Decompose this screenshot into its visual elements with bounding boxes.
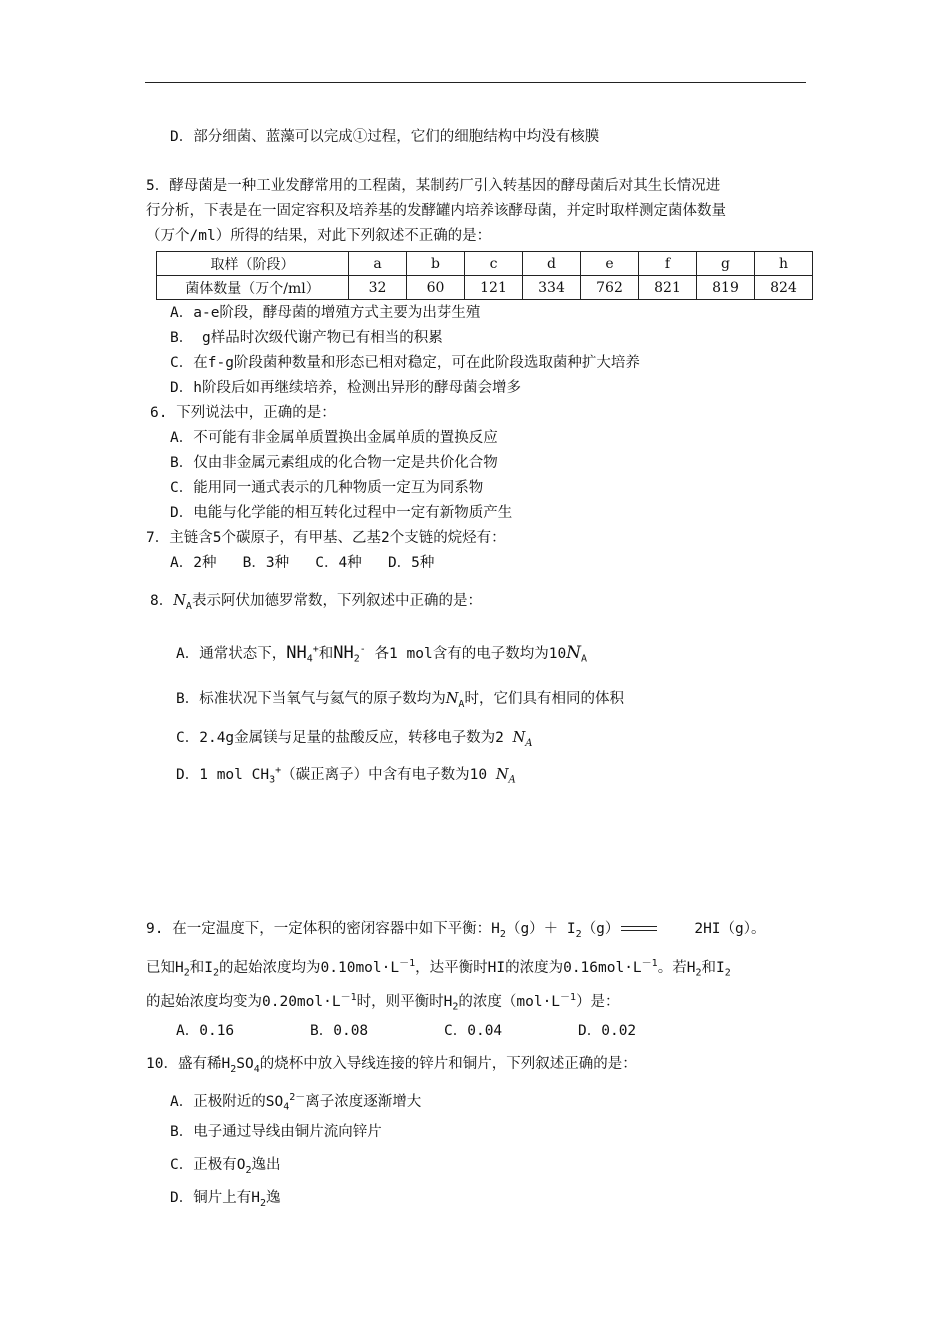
q8-a-prefix: A．通常状态下， [176, 645, 287, 662]
table-cell: 762 [581, 276, 639, 300]
table-cell: e [581, 252, 639, 276]
q6-option-d: D．电能与化学能的相互转化过程中一定有新物质产生 [170, 505, 513, 521]
q10-d-prefix: D．铜片上有H [170, 1190, 260, 1206]
q10-a-prefix: A．正极附近的SO [170, 1093, 284, 1110]
sub-2: 2 [213, 967, 220, 979]
q9-l1-tail: 2HI（g）。 [694, 921, 766, 937]
q8-stem-text: 表示阿伏加德罗常数，下列叙述中正确的是： [191, 593, 482, 609]
q5-option-b: B． g样品时次级代谢产物已有相当的积累 [170, 330, 443, 346]
sub-2: 2 [183, 967, 190, 979]
ch3-sup: + [275, 765, 282, 776]
q9-l1-prefix: 9. 在一定温度下，一定体积的密闭容器中如下平衡：H [146, 921, 500, 937]
sub-2: 2 [230, 1063, 237, 1075]
q9-l2-f: 和I [701, 959, 725, 976]
q5-stem-line3: （万个/ml）所得的结果，对此下列叙述不正确的是： [146, 228, 492, 244]
table-cell: b [407, 252, 465, 276]
na-italic-sub: A [525, 737, 533, 749]
q10-stem-a: 10．盛有稀H [146, 1056, 231, 1072]
q4-option-d: D．部分细菌、蓝藻可以完成①过程，它们的细胞结构中均没有核膜 [170, 129, 600, 145]
h2-sub: 2 [259, 1197, 266, 1209]
q10-c-prefix: C．正极有O [170, 1157, 246, 1173]
ch3-sub: 3 [269, 774, 276, 786]
q9-l2-b: 和I [189, 959, 213, 976]
q9-line2 [146, 954, 731, 984]
q10-option-c [170, 1155, 281, 1181]
sub-2: 2 [724, 967, 731, 979]
sup-neg1: －1 [340, 992, 357, 1003]
q9-option-d: D．0.02 [578, 1023, 637, 1039]
q10-option-a [170, 1088, 421, 1118]
q10-option-b: B．电子通过导线由铜片流向锌片 [170, 1124, 382, 1140]
so4-sub: 4 [283, 1101, 290, 1113]
sub-4: 4 [253, 1063, 260, 1075]
sub-2: 2 [695, 967, 702, 979]
q9-option-a: A．0.16 [176, 1023, 235, 1039]
q6-option-a: A．不可能有非金属单质置换出金属单质的置换反应 [170, 430, 498, 446]
nh4-formula: NH [286, 642, 307, 663]
na-symbol: N [173, 593, 186, 609]
q8-option-c [176, 728, 533, 754]
q10-a-tail: 离子浓度逐渐增大 [305, 1093, 422, 1110]
na-italic: N [512, 730, 526, 746]
na-italic-sub: A [508, 774, 516, 786]
q8-and: 和 [318, 645, 334, 662]
q10-option-d [170, 1188, 281, 1214]
q9-line1 [146, 919, 766, 945]
q8-number: 8． [150, 593, 174, 609]
q8-option-d [176, 761, 516, 791]
q8-option-b [176, 689, 624, 715]
sub-2: 2 [575, 928, 582, 940]
table-cell: 821 [639, 276, 697, 300]
q10-stem [146, 1054, 637, 1080]
sup-neg1: －1 [399, 958, 416, 969]
yeast-count-table [156, 251, 813, 300]
table-cell: 121 [465, 276, 523, 300]
na-subscript: A [581, 653, 588, 665]
q8-d-tail: （碳正离子）中含有电子数为10 [281, 766, 496, 783]
q9-l2-a: 已知H [146, 959, 184, 976]
nh4-sub: 4 [306, 653, 313, 665]
table-cell: 菌体数量（万个/ml） [157, 276, 349, 300]
q6-option-c: C．能用同一通式表示的几种物质一定互为同系物 [170, 480, 484, 496]
table-cell: 32 [349, 276, 407, 300]
table-header-row [157, 252, 813, 276]
q9-l3-a: 的起始浓度均变为0.20mol·L [146, 993, 341, 1010]
sub-2: 2 [452, 1001, 459, 1013]
nh2-sup: - [359, 644, 366, 655]
q8-a-tail: 各1 mol含有的电子数均为10 [374, 645, 567, 662]
q9-option-b: B．0.08 [310, 1023, 369, 1039]
sub-2: 2 [499, 928, 506, 940]
na-subscript: A [458, 698, 465, 710]
equilibrium-arrow-icon [619, 924, 659, 934]
table-cell: c [465, 252, 523, 276]
q9-l3-d: ）是： [576, 993, 620, 1010]
q9-l2-c: 的起始浓度均为0.10mol·L [219, 959, 400, 976]
table-cell: 60 [407, 276, 465, 300]
header-rule [145, 82, 806, 83]
q9-option-c: C．0.04 [444, 1023, 503, 1039]
nh4-sup: + [312, 644, 319, 655]
nh2-formula: NH [333, 642, 354, 663]
q7-options: A．2种 B．3种 C．4种 D．5种 [170, 555, 435, 571]
q8-b-prefix: B．标准状况下当氧气与氦气的原子数均为 [176, 691, 446, 707]
q5-option-a: A．a-e阶段，酵母菌的增殖方式主要为出芽生殖 [170, 305, 481, 321]
q6-option-b: B．仅由非金属元素组成的化合物一定是共价化合物 [170, 455, 498, 471]
table-cell: h [755, 252, 813, 276]
q10-stem-b: SO [236, 1056, 254, 1072]
so4-sup: 2－ [289, 1092, 306, 1103]
q9-l1-mid2: （g） [581, 921, 620, 937]
q8-c-text: C．2.4g金属镁与足量的盐酸反应，转移电子数为2 [176, 730, 513, 746]
table-cell: f [639, 252, 697, 276]
table-cell: 819 [697, 276, 755, 300]
q9-line3 [146, 988, 620, 1018]
q5-stem-line1: 5．酵母菌是一种工业发酵常用的工程菌，某制药厂引入转基因的酵母菌后对其生长情况进 [146, 178, 721, 194]
na-symbol: N [445, 691, 459, 707]
nh2-sub: 2 [353, 653, 360, 665]
table-cell: a [349, 252, 407, 276]
q6-stem: 6. 下列说法中，正确的是： [150, 405, 336, 421]
na-symbol: N [566, 642, 582, 663]
table-cell: g [697, 252, 755, 276]
q9-l1-mid1: （g）＋ I [505, 921, 576, 937]
table-cell: 334 [523, 276, 581, 300]
q7-stem: 7．主链含5个碳原子，有甲基、乙基2个支链的烷烃有： [146, 530, 506, 546]
q8-d-prefix: D．1 mol CH [176, 766, 270, 783]
table-row [157, 276, 813, 300]
q9-l2-e: 。若H [657, 959, 696, 976]
table-cell: 取样（阶段） [157, 252, 349, 276]
sup-neg1: －1 [641, 958, 658, 969]
o2-sub: 2 [245, 1164, 252, 1176]
sup-neg1: －1 [560, 992, 577, 1003]
q8-stem [150, 591, 482, 617]
table-cell: 824 [755, 276, 813, 300]
q9-l3-b: 时，则平衡时H [356, 993, 453, 1010]
q9-l2-d: ，达平衡时HI的浓度为0.16mol·L [415, 959, 642, 976]
na-subscript: A [185, 600, 192, 612]
na-italic: N [495, 766, 509, 783]
q5-stem-line2: 行分析，下表是在一固定容积及培养基的发酵罐内培养该酵母菌，并定时取样测定菌体数量 [146, 203, 726, 219]
q8-option-a [176, 640, 587, 670]
table-cell: d [523, 252, 581, 276]
q5-option-c: C．在f-g阶段菌种数量和形态已相对稳定，可在此阶段选取菌种扩大培养 [170, 355, 640, 371]
q8-b-tail: 时，它们具有相同的体积 [464, 691, 624, 707]
q9-l3-c: 的浓度（mol·L [458, 993, 561, 1010]
q5-option-d: D．h阶段后如再继续培养，检测出异形的酵母菌会增多 [170, 380, 521, 396]
q10-stem-c: 的烧杯中放入导线连接的锌片和铜片，下列叙述正确的是： [259, 1056, 637, 1072]
q10-d-tail: 逸 [266, 1190, 281, 1206]
q10-c-tail: 逸出 [251, 1157, 281, 1173]
